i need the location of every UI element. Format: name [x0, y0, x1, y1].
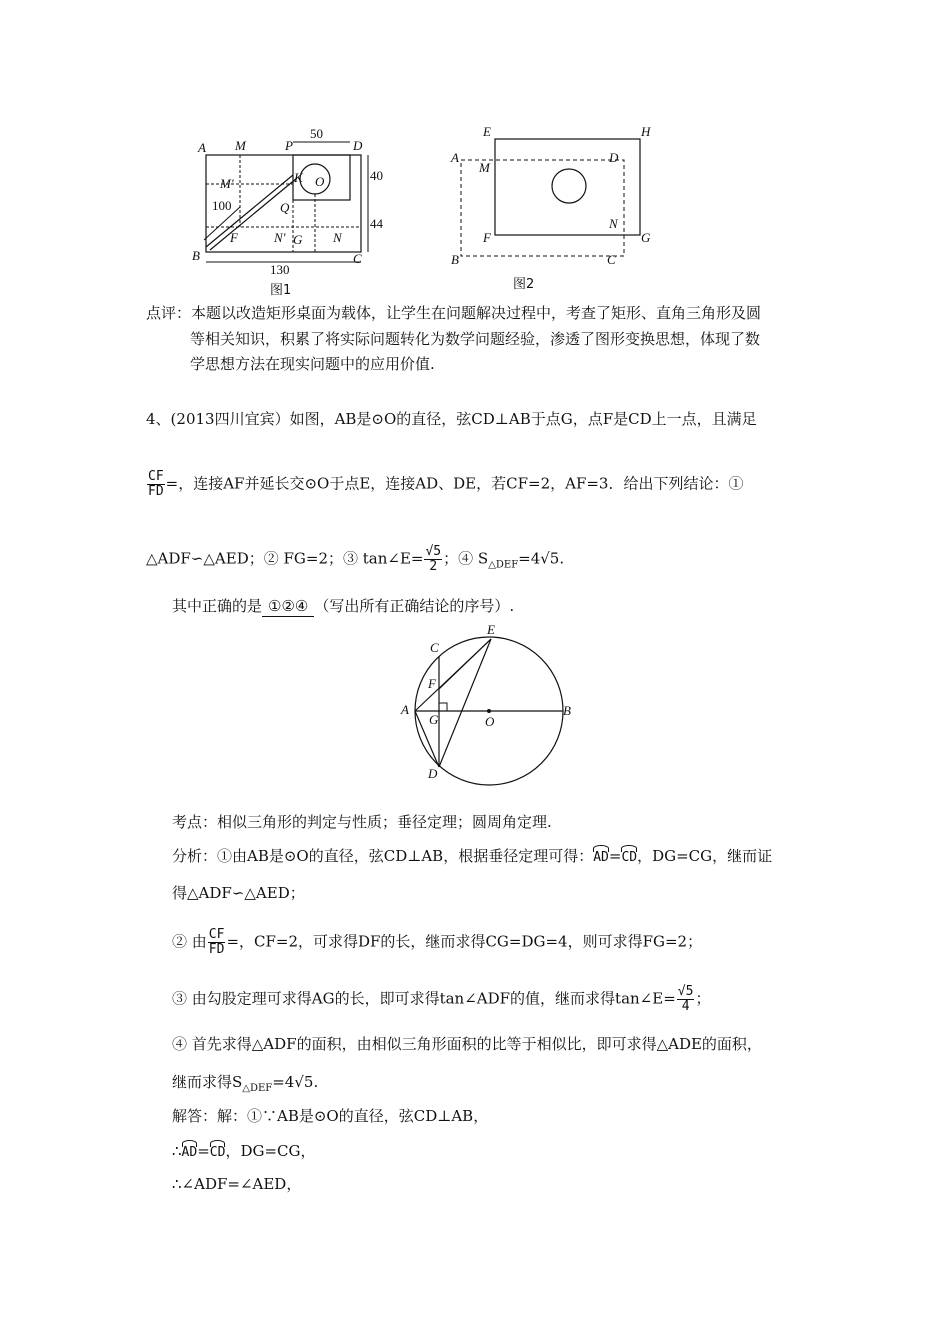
step-4-line: ④ 首先求得△ADF的面积，由相似三角形面积的比等于相似比，即可求得△ADE的面积， [172, 1035, 762, 1053]
fig3-label-G: G [429, 712, 439, 727]
fig1-label-M: M [235, 138, 246, 153]
fig1-label-M2: M' [220, 176, 234, 191]
fenxi-line-1: 分析：①由AB是⊙O的直径，弦CD⊥AB，根据垂径定理可得：AD=CD，DG=CG，继而证 [172, 845, 772, 868]
fig3-label-D: D [428, 766, 438, 781]
jieda-line-1: 解答：解：①∵AB是⊙O的直径，弦CD⊥AB， [172, 1107, 489, 1125]
fig3-label-B: B [563, 703, 571, 718]
tan-fraction: $\frac{√5}{2}$ [425, 544, 442, 574]
figure-3 [395, 622, 585, 787]
fig2-label-B: B [451, 252, 459, 267]
fig1-label-O: O [315, 174, 325, 189]
answer-line: 其中正确的是 ①②④ （写出所有正确结论的序号）. [172, 597, 515, 615]
fig1-label-K: K [294, 170, 303, 185]
figure-1 [190, 122, 390, 300]
fig1-caption: 图1 [270, 283, 292, 298]
fig3-label-A: A [401, 702, 409, 717]
fig2-label-M: M [479, 160, 490, 175]
comment-line-2: 等相关知识，积累了将实际问题转化为数学问题经验，渗透了图形变换思想，体现了数 [190, 330, 761, 348]
kaodian-line: 考点：相似三角形的判定与性质；垂径定理；圆周角定理. [172, 813, 552, 831]
fig3-label-C: C [430, 640, 439, 655]
problem-line-1: 4、(2013四川宜宾）如图，AB是⊙O的直径，弦CD⊥AB于点G，点F是CD上一点，且满足 [146, 410, 757, 428]
fig1-label-Q: Q [280, 200, 290, 215]
fig2-caption: 图2 [513, 277, 535, 292]
answer-blank: ①②④ [262, 596, 314, 617]
fig2-label-G: G [641, 230, 651, 245]
fig1-dim-44: 44 [370, 216, 383, 231]
fig3-label-F: F [428, 676, 436, 691]
fig1-dim-130: 130 [270, 262, 290, 277]
fig2-label-E: E [483, 124, 491, 139]
fig3-label-O: O [485, 714, 495, 729]
step-4-line-2: 继而求得$S_{\triangle DEF}=4√5$. [172, 1073, 319, 1094]
problem-line-3: △ADF∽△AED；② FG=2；③ tan∠E= $\frac{√5}{2}$ ；④ $S_{\triangle DEF}=4√5$. [146, 544, 565, 574]
fig1-label-A: A [198, 140, 206, 155]
jieda-line-3: ∴∠ADF=∠AED， [172, 1175, 302, 1193]
fig2-label-D: D [609, 150, 619, 165]
problem-line-2: $\frac{CF}{FD}$ =，连接AF并延长交⊙O于点E，连接AD、DE，若CF=2，AF=3．给出下列结论：① [148, 469, 744, 499]
fig3-label-E: E [487, 622, 495, 637]
fig1-dim-40: 40 [370, 168, 383, 183]
fig1-dim-100: 100 [212, 198, 232, 213]
step-2-line: ② 由 $\frac{CF}{FD}$ =，CF=2，可求得DF的长，继而求得CG=DG=4，则可求得FG=2； [172, 927, 703, 957]
fig1-label-F: F [230, 230, 238, 245]
fig1-label-N: N [333, 230, 342, 245]
problem-fraction: $\frac{CF}{FD}$ [148, 469, 164, 499]
fig1-label-C: C [353, 251, 362, 266]
fig1-label-N2: N' [274, 230, 286, 245]
fig2-label-C: C [607, 252, 616, 267]
fig2-label-N: N [609, 216, 618, 231]
fig1-label-P: P [285, 138, 293, 153]
comment-line-1: 点评：本题以改造矩形桌面为载体，让学生在问题解决过程中，考查了矩形、直角三角形及圆 [146, 304, 762, 322]
fig2-label-F: F [483, 230, 491, 245]
step-3-line: ③ 由勾股定理可求得AG的长，即可求得tan∠ADF的值，继而求得tan∠E= $\frac{√5}{4}$ ； [172, 984, 711, 1014]
jieda-line-2: ∴AD=CD，DG=CG， [172, 1140, 315, 1163]
fig2-label-A: A [451, 150, 459, 165]
figure-2 [445, 122, 665, 300]
fig1-label-B: B [192, 248, 200, 263]
fig1-label-D: D [353, 138, 363, 153]
fig1-label-G: G [293, 232, 303, 247]
fig1-dim-50: 50 [310, 126, 323, 141]
comment-line-3: 学思想方法在现实问题中的应用价值. [190, 355, 435, 373]
fenxi-line-2: 得△ADF∽△AED； [172, 884, 305, 902]
fig2-label-H: H [641, 124, 651, 139]
